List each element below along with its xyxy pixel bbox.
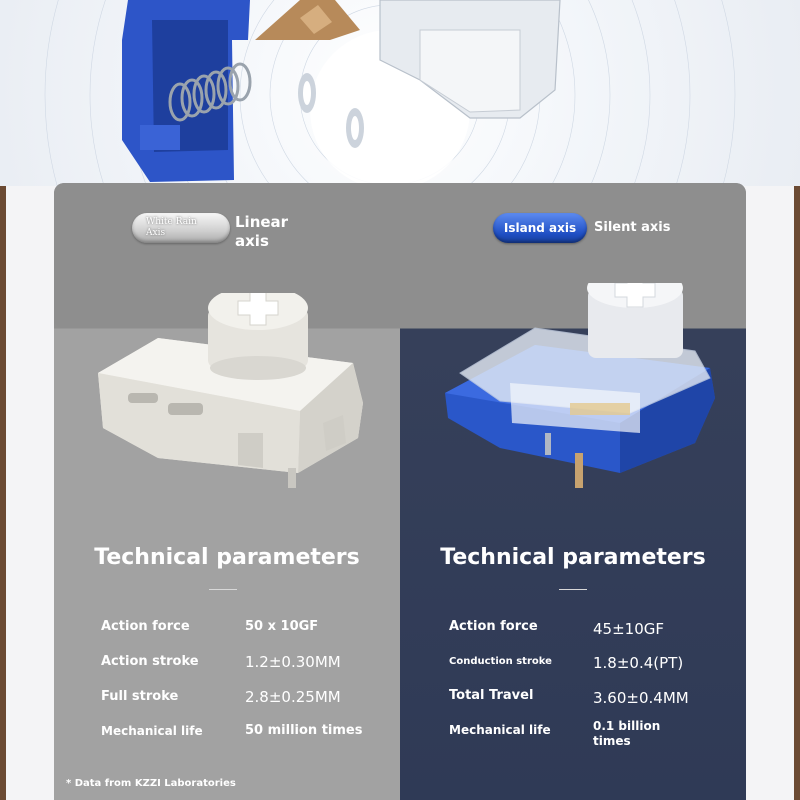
left-param-value: 1.2±0.30MM [245, 653, 341, 671]
left-param-label: Action force [101, 619, 190, 634]
right-param-label: Action force [449, 619, 538, 634]
left-param-value: 50 x 10GF [245, 619, 319, 634]
exploded-switch-illustration [0, 0, 800, 186]
right-param-value [593, 719, 660, 749]
data-source-footnote: * Data from KZZI Laboratories [66, 778, 236, 789]
white-rain-badge-line1: White Rain [146, 217, 197, 227]
left-param-label: Full stroke [101, 689, 179, 704]
right-parameters-title: Technical parameters [440, 545, 706, 570]
left-parameters-title: Technical parameters [94, 545, 360, 570]
white-rain-badge [132, 213, 230, 243]
right-param-value-line1: 0.1 billion [593, 719, 661, 733]
right-title-divider [559, 589, 587, 590]
right-param-label: Total Travel [449, 688, 534, 703]
left-param-label: Mechanical life [101, 724, 203, 738]
left-param-label: Action stroke [101, 654, 199, 669]
right-param-value: 1.8±0.4(PT) [593, 654, 684, 672]
right-param-value: 3.60±0.4MM [593, 689, 689, 707]
left-title-divider [209, 589, 237, 590]
white-rain-badge-line2: Axis [146, 228, 166, 238]
blue-switch-image [440, 283, 730, 493]
island-axis-badge [493, 213, 587, 243]
right-param-value-line2: times [593, 734, 631, 748]
island-axis-badge-text: Island axis [503, 221, 577, 235]
left-param-value: 2.8±0.25MM [245, 688, 341, 706]
white-switch-image [88, 293, 378, 493]
right-param-value: 45±10GF [593, 620, 664, 638]
exploded-switch-graphic [0, 0, 800, 186]
right-param-label: Conduction stroke [449, 656, 552, 667]
comparison-card [54, 183, 746, 800]
white-rain-label: Linear axis [235, 213, 289, 250]
right-param-label: Mechanical life [449, 723, 551, 737]
island-axis-label: Silent axis [594, 220, 671, 235]
left-param-value: 50 million times [245, 723, 363, 738]
